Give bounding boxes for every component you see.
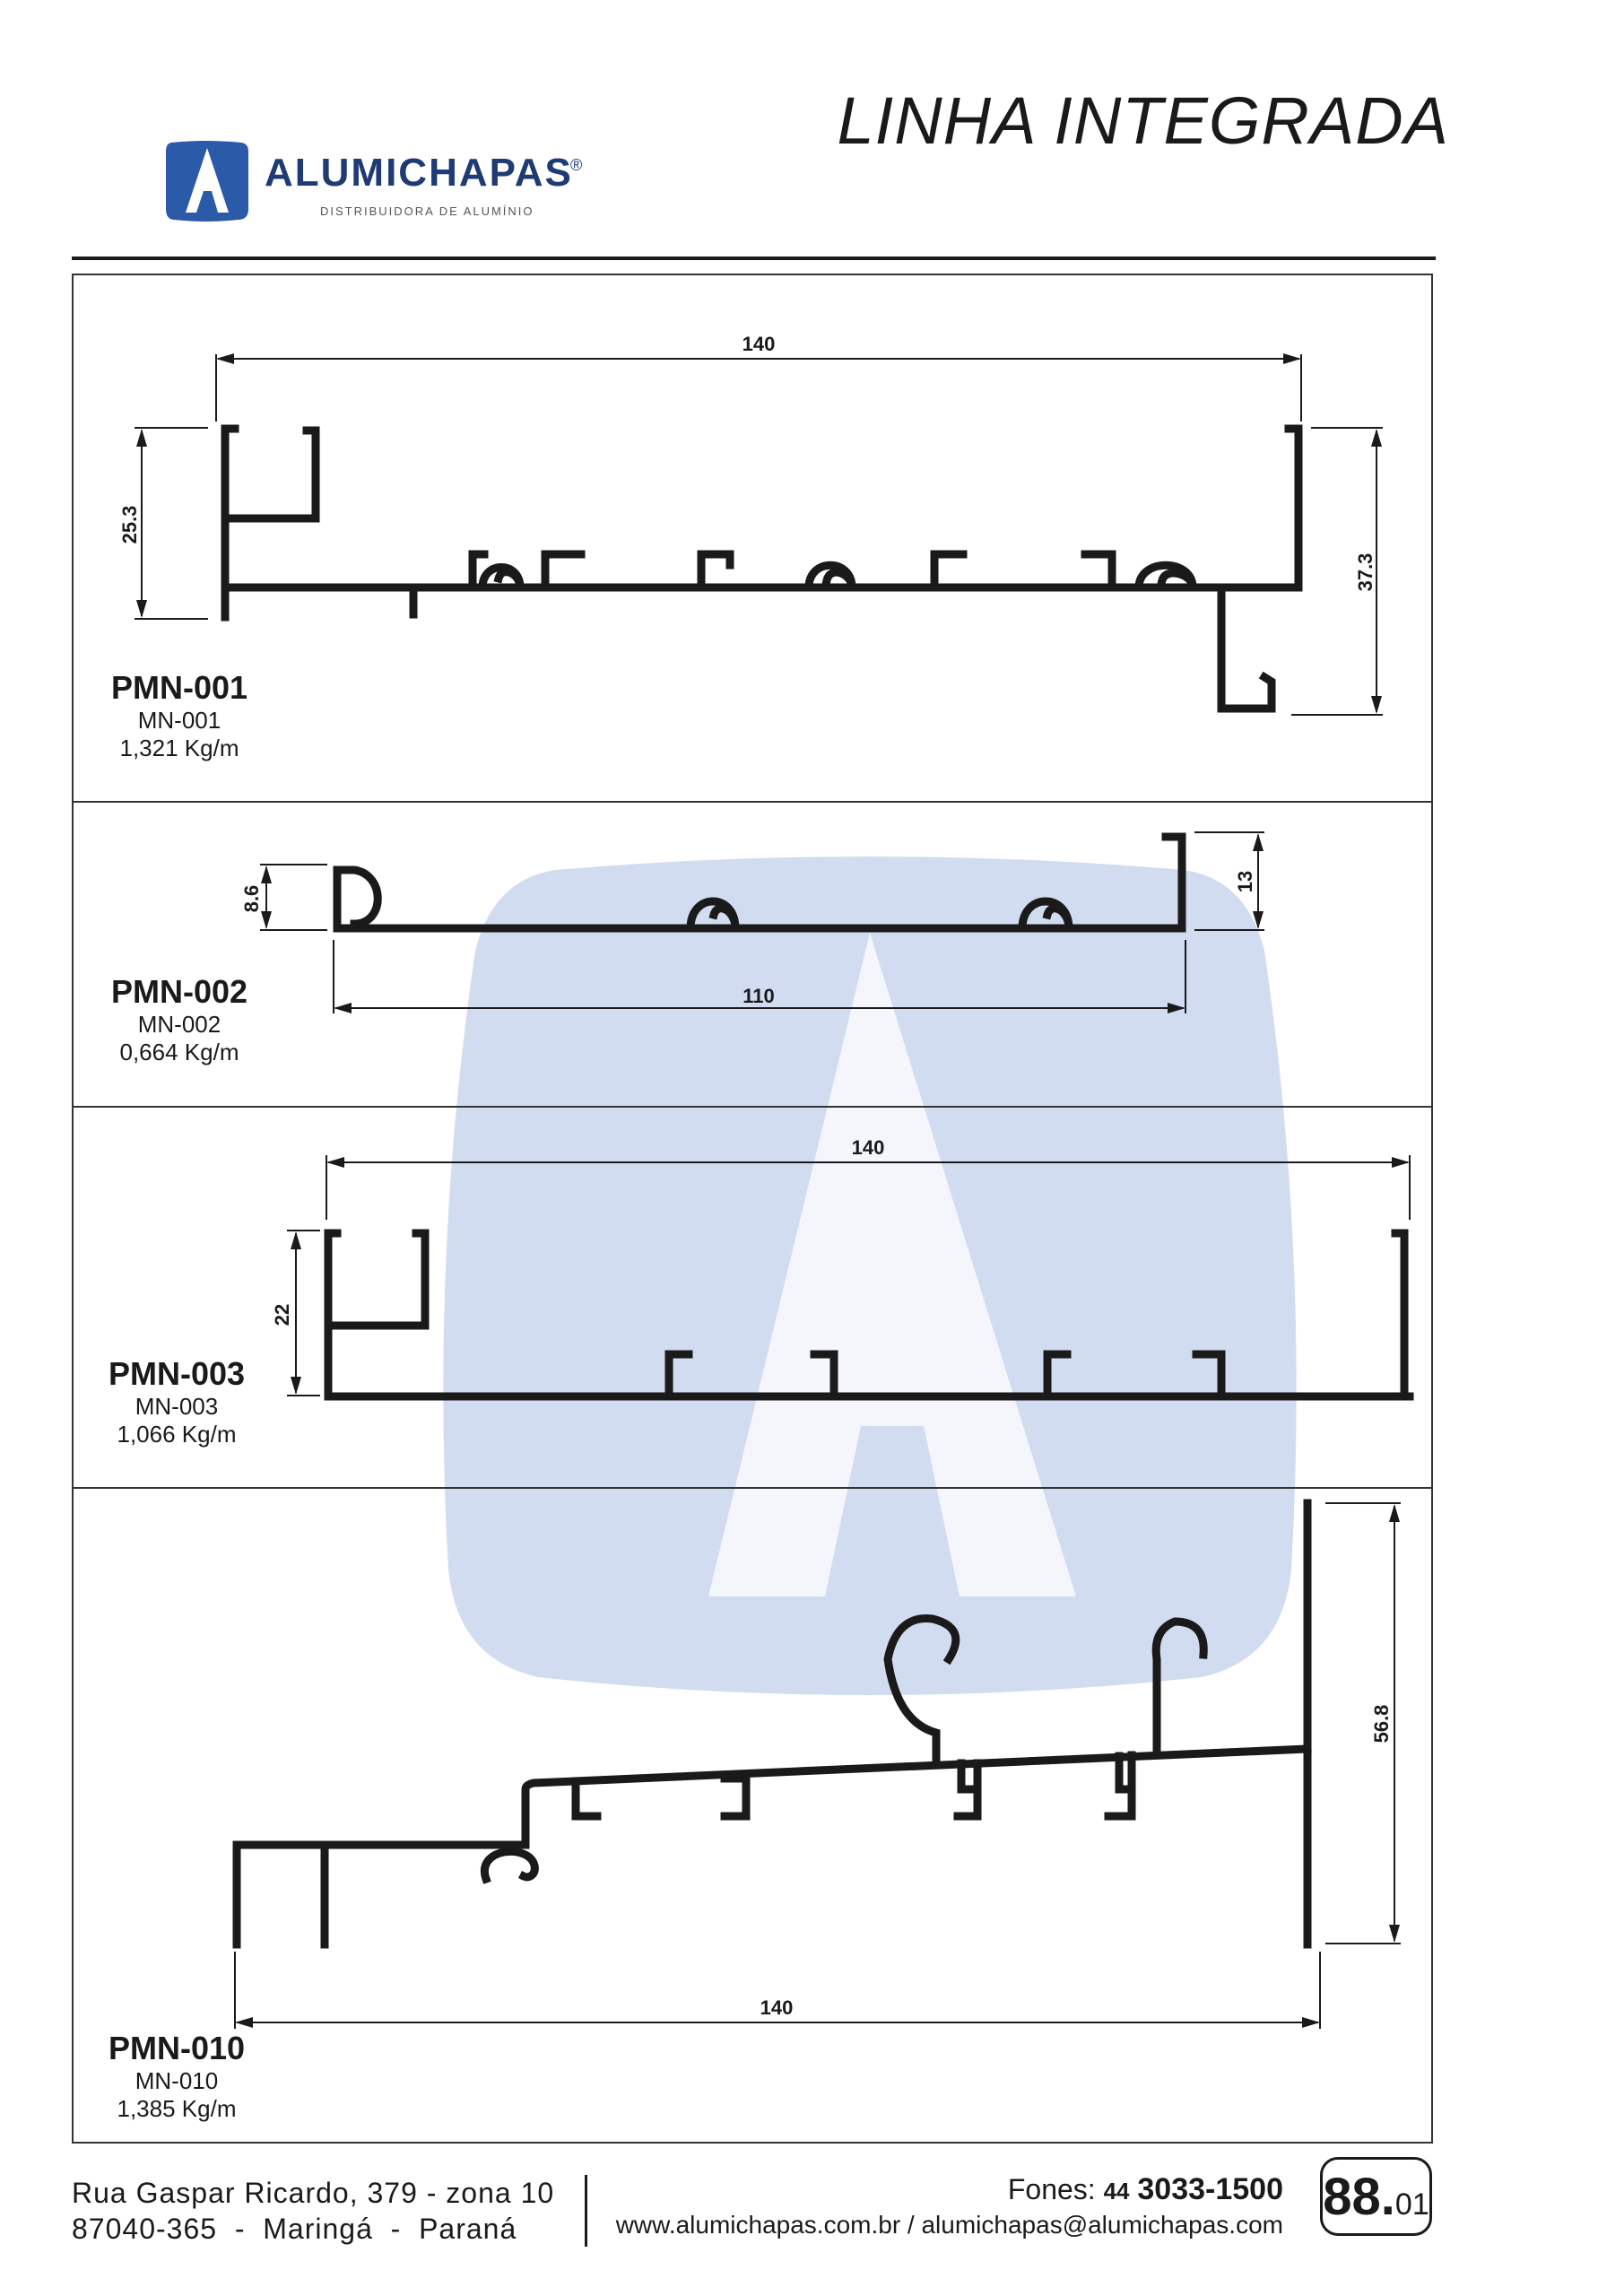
phones-ddd: 44 (1103, 2178, 1130, 2205)
profile-ref: MN-001 (137, 707, 221, 734)
page-number-major: 88. (1323, 2168, 1395, 2226)
dim-label: 37.3 (1354, 552, 1376, 592)
profile-label-pmn-010 (60, 2030, 293, 2123)
profile-ref: MN-003 (135, 1393, 219, 1420)
footer-address (72, 2175, 554, 2247)
page-title: LINHA INTEGRADA (837, 83, 1449, 158)
brand-tagline: DISTRIBUIDORA DE ALUMÍNIO (320, 204, 534, 218)
profile-code: PMN-001 (110, 669, 248, 706)
dim-label: 110 (743, 985, 775, 1007)
profile-code: PMN-002 (110, 973, 248, 1010)
profile-ref: MN-010 (135, 2067, 219, 2094)
profile-weight: 1,321 Kg/m (119, 735, 239, 761)
profile-code: PMN-003 (108, 1355, 246, 1392)
profile-label-pmn-003 (60, 1355, 293, 1448)
footer-divider (585, 2175, 587, 2247)
dim-label: 140 (851, 1136, 885, 1159)
phones-label: Fones: (1007, 2173, 1096, 2205)
dim-label: 140 (760, 1996, 794, 2019)
profile-weight: 0,664 Kg/m (119, 1039, 239, 1065)
address-line-2: 87040-365 - Maringá - Paraná (72, 2213, 517, 2245)
brand-registered-mark: ® (570, 156, 583, 174)
profile-ref: MN-002 (137, 1011, 221, 1038)
footer-phones (1008, 2172, 1283, 2207)
page-number-box (1320, 2157, 1432, 2236)
profile-code: PMN-010 (108, 2030, 246, 2066)
dim-label: 56.8 (1370, 1704, 1393, 1744)
brand-name: ALUMICHAPAS (265, 151, 573, 195)
dim-label: 13 (1234, 870, 1256, 893)
phones-number: 3033-1500 (1137, 2172, 1283, 2206)
dim-label: 22 (271, 1303, 293, 1326)
address-line-1: Rua Gaspar Ricardo, 379 - zona 10 (72, 2177, 555, 2209)
profile-label-pmn-001 (63, 669, 296, 762)
dim-label: 8.6 (240, 884, 263, 913)
profile-weight: 1,066 Kg/m (117, 1421, 237, 1448)
profile-weight: 1,385 Kg/m (117, 2095, 237, 2122)
page-number-minor: 01 (1394, 2187, 1429, 2222)
footer-web: www.alumichapas.com.br / alumichapas@alumichapas.com (615, 2211, 1283, 2239)
dim-label: 140 (742, 333, 776, 355)
dim-label: 25.3 (118, 505, 141, 544)
profile-label-pmn-002 (63, 973, 296, 1066)
